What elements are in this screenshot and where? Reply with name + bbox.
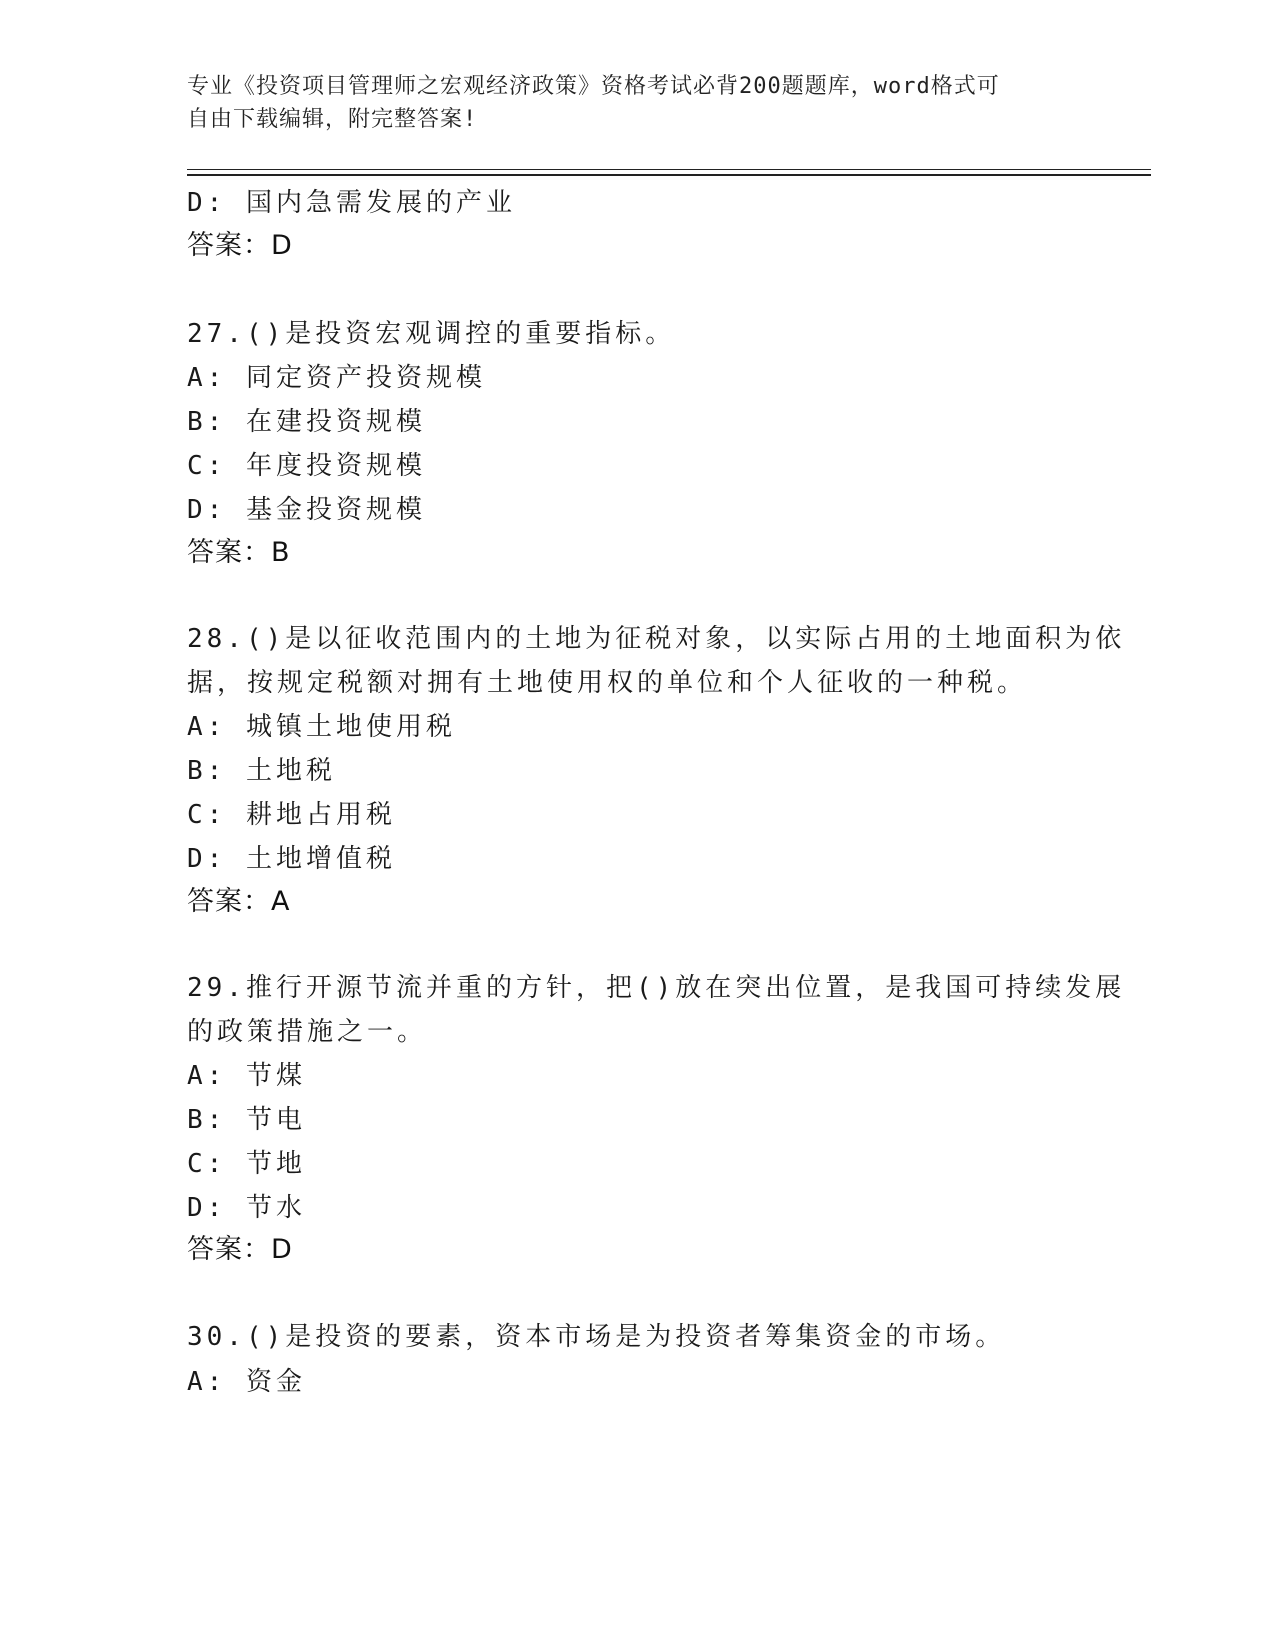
q28-stem-line-2: 据，按规定税额对拥有土地使用权的单位和个人征收的一种税。	[187, 668, 1028, 698]
q27-option-a: A: 同定资产投资规模	[187, 363, 486, 393]
q28-answer: 答案：A	[187, 886, 291, 917]
q27-answer: 答案：B	[187, 537, 291, 568]
q27-option-b: B: 在建投资规模	[187, 407, 426, 437]
q29-option-b: B: 节电	[187, 1105, 306, 1135]
q27-stem: 27.()是投资宏观调控的重要指标。	[187, 319, 676, 349]
q28-option-d: D: 土地增值税	[187, 844, 396, 874]
header-rule-thick	[187, 174, 1151, 176]
q28-option-a: A: 城镇土地使用税	[187, 712, 456, 742]
q30-option-a: A: 资金	[187, 1367, 306, 1397]
header-rule-thin	[187, 169, 1151, 170]
q29-stem-line-1: 29.推行开源节流并重的方针，把()放在突出位置，是我国可持续发展	[187, 973, 1126, 1003]
header-line-1: 专业《投资项目管理师之宏观经济政策》资格考试必背200题题库，word格式可	[187, 74, 1000, 99]
q28-stem-line-1: 28.()是以征收范围内的土地为征税对象，以实际占用的土地面积为依	[187, 624, 1126, 654]
q26-answer: 答案：D	[187, 230, 293, 261]
q27-option-d: D: 基金投资规模	[187, 495, 426, 525]
q29-option-a: A: 节煤	[187, 1061, 306, 1091]
q29-option-c: C: 节地	[187, 1149, 306, 1179]
q27-option-c: C: 年度投资规模	[187, 451, 426, 481]
q26-option-d: D: 国内急需发展的产业	[187, 188, 516, 218]
header-line-2: 自由下载编辑，附完整答案!	[187, 107, 478, 132]
q29-stem-line-2: 的政策措施之一。	[187, 1017, 428, 1047]
q28-option-b: B: 土地税	[187, 756, 336, 786]
q29-option-d: D: 节水	[187, 1193, 306, 1223]
q30-stem: 30.()是投资的要素，资本市场是为投资者筹集资金的市场。	[187, 1322, 1006, 1352]
q29-answer: 答案：D	[187, 1234, 293, 1265]
document-header	[187, 70, 1067, 136]
q28-option-c: C: 耕地占用税	[187, 800, 396, 830]
